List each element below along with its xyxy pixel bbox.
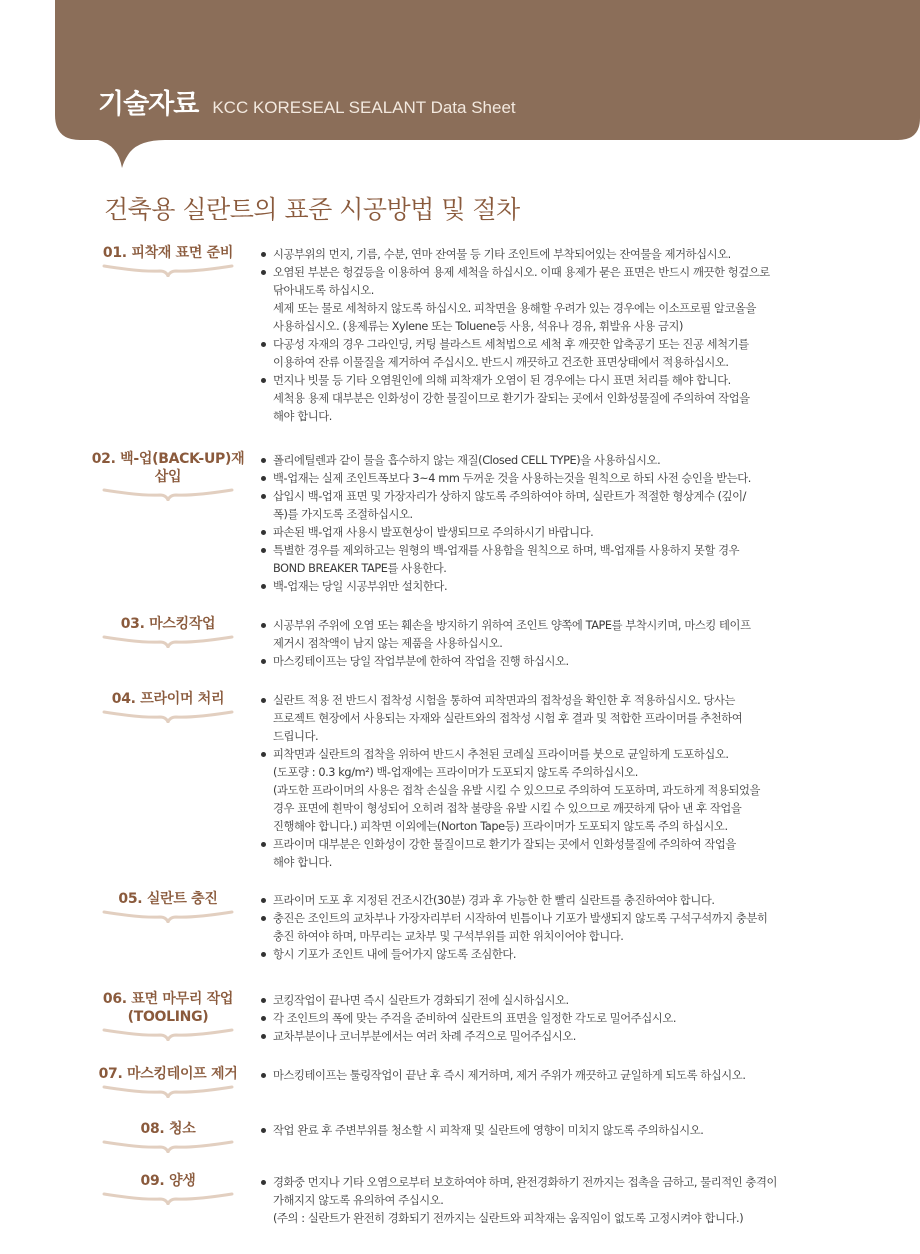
bullet-item: 다공성 자재의 경우 그라인딩, 커팅 블라스트 세척법으로 세척 후 깨끗한 압축공기 또는 진공 세척기를 (258, 336, 838, 354)
section-content (258, 452, 838, 596)
label-swoosh-decoration (102, 263, 234, 277)
bullet-item: 오염된 부분은 헝겊등을 이용하여 용제 세척을 하십시오. 이때 용제가 묻은 표면은 반드시 깨끗한 헝겊으로 (258, 264, 838, 282)
section-label-line: 삽입 (154, 469, 182, 485)
bullet-item: 먼지나 빗물 등 기타 오염원인에 의해 피착재가 오염이 된 경우에는 다시 표면 처리를 해야 합니다. (258, 372, 838, 390)
bullet-continuation: 폭)를 가지도록 조절하십시오. (273, 508, 413, 521)
section-label (88, 244, 248, 262)
section-label-line: (TOOLING) (127, 1009, 209, 1025)
section-label-line: 03. 마스킹작업 (120, 616, 216, 632)
bullet-item: 각 조인트의 폭에 맞는 주걱을 준비하여 실란트의 표면을 일정한 각도로 밀어주십시오. (258, 1010, 838, 1028)
section-label-line: 06. 표면 마무리 작업 (102, 991, 234, 1007)
section-label-group (88, 1120, 248, 1153)
bullet-item: 삽입시 백-업재 표면 및 가장자리가 상하지 않도록 주의하여야 하며, 실란트가 적절한 형상계수 (깊이/ (258, 488, 838, 506)
section-label-group (88, 690, 248, 723)
bullet-item: 파손된 백-업재 사용시 발포현상이 발생되므로 주의하시기 바랍니다. (258, 524, 838, 542)
section-content (258, 617, 838, 671)
section-label (88, 615, 248, 633)
bullet-continuation: 진행해야 합니다.) 피착면 이외에는(Norton Tape등) 프라이머가 도포되지 않도록 주의 하십시오. (273, 820, 728, 833)
section-label-group (88, 244, 248, 277)
label-swoosh-decoration (102, 1027, 234, 1041)
bullet-item: 특별한 경우를 제외하고는 원형의 백-업재를 사용함을 원칙으로 하며, 백-업재를 사용하지 못할 경우 (258, 542, 838, 560)
bullet-continuation: 제거시 점착액이 남지 않는 제품을 사용하십시오. (273, 637, 503, 650)
label-swoosh-decoration (102, 909, 234, 923)
section-label-group (88, 990, 248, 1041)
section-label-group (88, 1172, 248, 1205)
bullet-item: 프라이머 도포 후 지정된 건조시간(30분) 경과 후 가능한 한 빨리 실란트를 충진하여야 합니다. (258, 892, 838, 910)
bullet-item: 백-업재는 당일 시공부위만 설치한다. (258, 578, 838, 596)
bullet-continuation: 프로젝트 현장에서 사용되는 자재와 실란트와의 접착성 시험 후 결과 및 적합한 프라이머를 추천하여 (273, 712, 743, 725)
bullet-item: 충진은 조인트의 교차부나 가장자리부터 시작하여 빈틈이나 기포가 발생되지 않도록 구석구석까지 충분히 (258, 910, 838, 928)
bullet-continuation: 사용하십시오. (용제류는 Xylene 또는 Toluene등 사용, 석유나 경유, 휘발유 사용 금지) (273, 320, 684, 333)
section-label-line: 08. 청소 (140, 1121, 196, 1137)
bullet-continuation: (과도한 프라이머의 사용은 접착 손실을 유발 시킬 수 있으므로 주의하여 도포하며, 과도하게 적용되었을 (273, 784, 761, 797)
header-subtitle: KCC KORESEAL SEALANT Data Sheet (212, 98, 516, 117)
section-label-line: 05. 실란트 충진 (118, 891, 218, 907)
label-swoosh-decoration (102, 1191, 234, 1205)
bullet-item: 마스킹테이프는 툴링작업이 끝난 후 즉시 제거하며, 제거 주위가 깨끗하고 균일하게 되도록 하십시오. (258, 1067, 838, 1085)
bullet-item: 시공부위의 먼지, 기름, 수분, 연마 잔여물 등 기타 조인트에 부착되어있는 잔여물을 제거하십시오. (258, 246, 838, 264)
page-title: 건축용 실란트의 표준 시공방법 및 절차 (104, 195, 520, 224)
section-label (88, 690, 248, 708)
bullet-continuation: 해야 합니다. (273, 856, 332, 869)
bullet-continuation: 가해지지 않도록 유의하여 주십시오. (273, 1194, 444, 1207)
section-content (258, 892, 838, 964)
section-content (258, 1174, 838, 1228)
section-content (258, 246, 838, 426)
bullet-item: 교차부분이나 코너부분에서는 여러 차례 주걱으로 밀어주십시오. (258, 1028, 838, 1046)
section-label-group (88, 450, 248, 501)
section-label (88, 1172, 248, 1190)
bullet-continuation: 닦아내도록 하십시오. (273, 284, 374, 297)
bullet-continuation: 충진 하여야 하며, 마무리는 교차부 및 구석부위를 피한 위치이어야 합니다. (273, 930, 624, 943)
section-label-line: 04. 프라이머 처리 (111, 691, 225, 707)
bullet-item: 코킹작업이 끝나면 즉시 실란트가 경화되기 전에 실시하십시오. (258, 992, 838, 1010)
section-label-group (88, 615, 248, 648)
section-label-line: 09. 양생 (140, 1173, 196, 1189)
section-label (88, 1065, 248, 1083)
header-title-group (98, 82, 516, 121)
section-label-line: 02. 백-업(BACK-UP)재 (91, 451, 245, 467)
bullet-item: 피착면과 실란트의 접착을 위하여 반드시 추천된 코레실 프라이머를 붓으로 균일하게 도포하십오. (258, 746, 838, 764)
bullet-item: 폴리에틸렌과 같이 물을 흡수하지 않는 재질(Closed CELL TYPE)을 사용하십시오. (258, 452, 838, 470)
bullet-continuation: (도포량 : 0.3 kg/m²) 백-업재에는 프라이머가 도포되지 않도록 주의하십시오. (273, 766, 638, 779)
bullet-item: 실란트 적용 전 반드시 접착성 시험을 통하여 피착면과의 접착성을 확인한 후 적용하십시오. 당사는 (258, 692, 838, 710)
bullet-continuation: 세척용 용제 대부분은 인화성이 강한 물질이므로 환기가 잘되는 곳에서 인화성물질에 주의하여 작업을 (273, 392, 750, 405)
bullet-continuation: 해야 합니다. (273, 410, 332, 423)
bullet-item: 작업 완료 후 주변부위를 청소할 시 피착재 및 실란트에 영향이 미치지 않도록 주의하십시오. (258, 1122, 838, 1140)
bullet-continuation: 세제 또는 물로 세척하지 않도록 하십시오. 피착면을 용해할 우려가 있는 경우에는 이소프로필 알코올을 (273, 302, 757, 315)
bullet-continuation: 이용하여 잔류 이물질을 제거하여 주십시오. 반드시 깨끗하고 건조한 표면상태에서 적용하십시오. (273, 356, 729, 369)
section-content (258, 992, 838, 1046)
section-label (88, 450, 248, 486)
label-swoosh-decoration (102, 1084, 234, 1098)
bullet-item: 시공부위 주위에 오염 또는 훼손을 방지하기 위하여 조인트 양쪽에 TAPE를 부착시키며, 마스킹 테이프 (258, 617, 838, 635)
section-label-group (88, 1065, 248, 1098)
bullet-continuation: 드립니다. (273, 730, 319, 743)
section-label (88, 890, 248, 908)
bullet-item: 프라이머 대부분은 인화성이 강한 물질이므로 환기가 잘되는 곳에서 인화성물질에 주의하여 작업을 (258, 836, 838, 854)
bullet-continuation: BOND BREAKER TAPE를 사용한다. (273, 562, 447, 575)
section-label-group (88, 890, 248, 923)
bullet-item: 항시 기포가 조인트 내에 들어가지 않도록 조심한다. (258, 946, 838, 964)
section-content (258, 1067, 838, 1085)
bullet-item: 마스킹테이프는 당일 작업부분에 한하여 작업을 진행 하십시오. (258, 653, 838, 671)
section-content (258, 1122, 838, 1140)
section-label (88, 990, 248, 1026)
bullet-continuation: (주의 : 실란트가 완전히 경화되기 전까지는 실란트와 피착재는 움직임이 없도록 고정시켜야 합니다.) (273, 1212, 744, 1225)
bullet-item: 경화중 먼지나 기타 오염으로부터 보호하여야 하며, 완전경화하기 전까지는 접촉을 금하고, 물리적인 충격이 (258, 1174, 838, 1192)
section-label-line: 01. 피착재 표면 준비 (102, 245, 234, 261)
section-label (88, 1120, 248, 1138)
label-swoosh-decoration (102, 709, 234, 723)
section-content (258, 692, 838, 872)
header-title: 기술자료 (98, 89, 199, 120)
label-swoosh-decoration (102, 487, 234, 501)
label-swoosh-decoration (102, 1139, 234, 1153)
label-swoosh-decoration (102, 634, 234, 648)
bullet-item: 백-업재는 실제 조인트폭보다 3~4 mm 두꺼운 것을 사용하는것을 원칙으로 하되 사전 승인을 받는다. (258, 470, 838, 488)
section-label-line: 07. 마스킹테이프 제거 (98, 1066, 238, 1082)
bullet-continuation: 경우 표면에 흰막이 형성되어 오히려 접착 불량을 유발 시킬 수 있으므로 깨끗하게 닦아 낸 후 작업을 (273, 802, 742, 815)
